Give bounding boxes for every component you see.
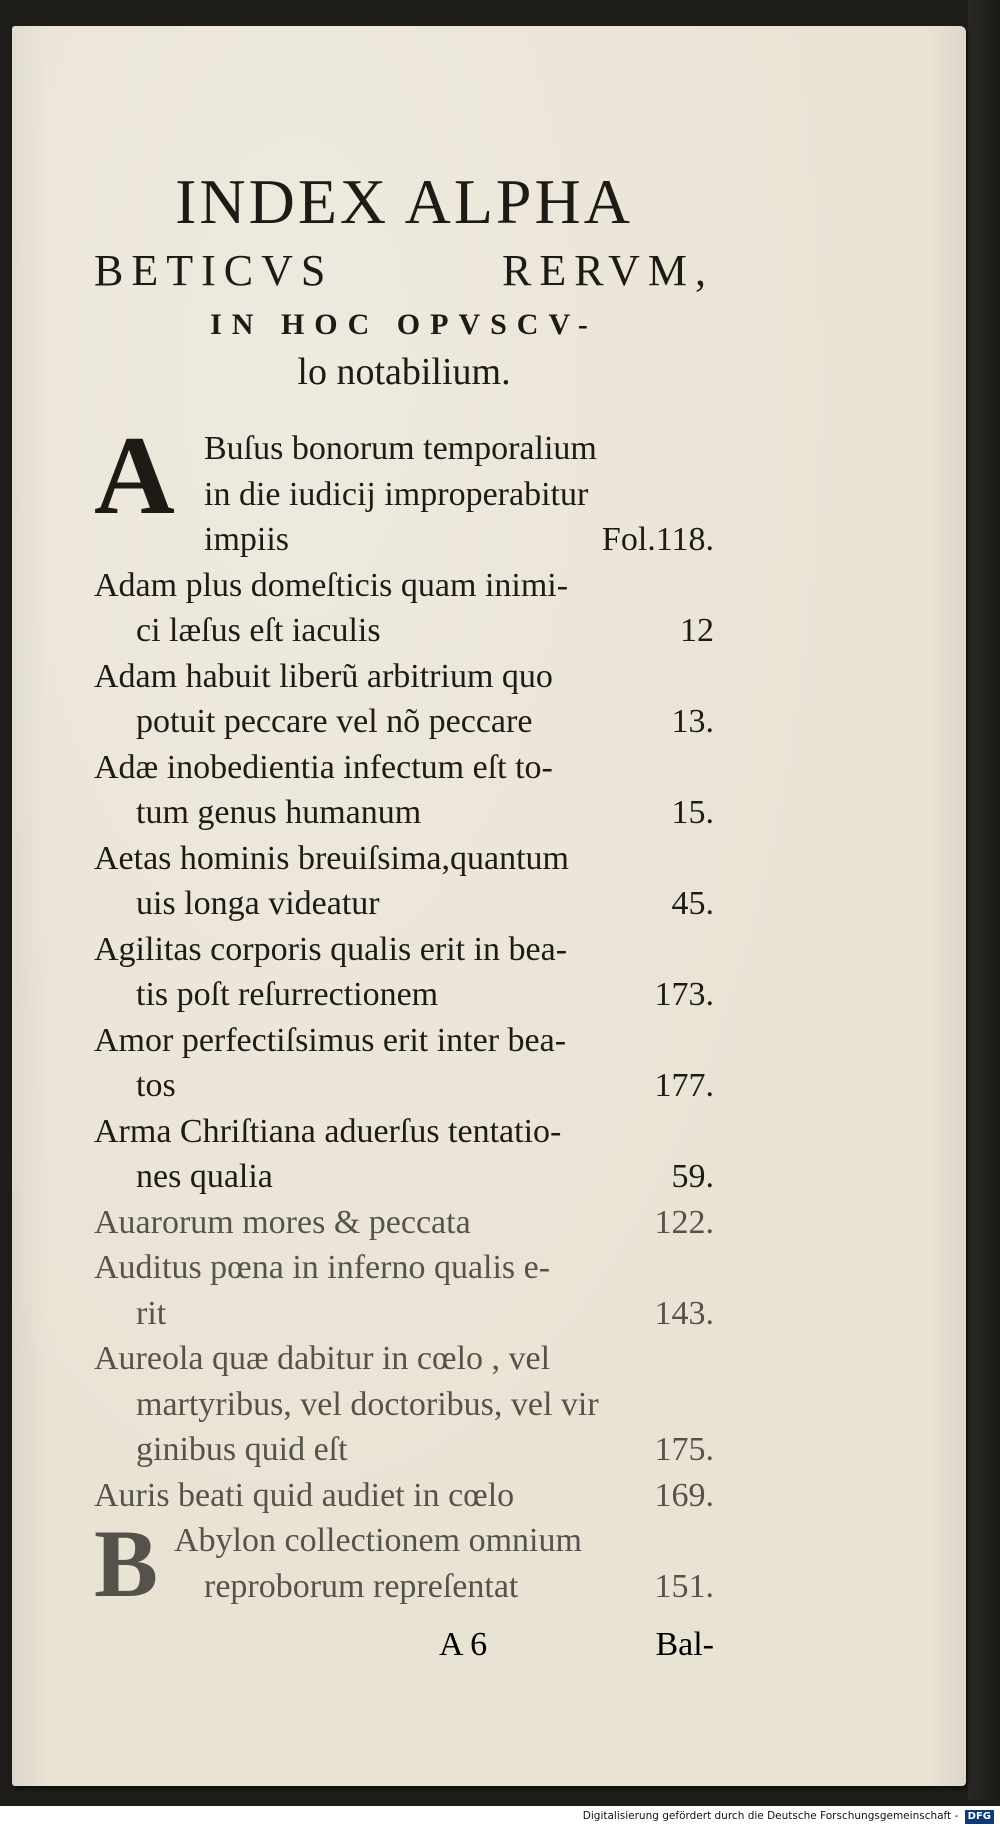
entry-text: tis poſt reſurrectionem: [136, 976, 439, 1013]
title-line-1: INDEX ALPHA: [175, 166, 633, 237]
entry-text: rit: [136, 1294, 167, 1332]
entry-item: [94, 1109, 714, 1200]
signature-mark: A 6: [439, 1626, 488, 1663]
entry-line: martyribus, vel doctoribus, vel vir: [136, 1385, 599, 1423]
folio-number: 122.: [654, 1203, 714, 1241]
entry-text: potuit peccare vel nõ peccare: [136, 703, 533, 740]
entry-line: Adam habuit liberũ arbitrium quo: [94, 657, 553, 695]
folio-number: 59.: [671, 1158, 714, 1195]
entry-line: [94, 972, 714, 1018]
book-page: [12, 26, 966, 1786]
folio-number: 169.: [654, 1476, 714, 1514]
entry-item: [94, 563, 714, 654]
entry-line: Aureola quæ dabitur in cœlo , vel: [94, 1340, 551, 1377]
entry-item: [94, 1336, 714, 1473]
index-entries: [94, 414, 714, 1617]
folio-number: 173.: [654, 976, 714, 1013]
entry-text: tum genus humanum: [136, 794, 422, 831]
text-column: [94, 136, 714, 1617]
entry-text: ginibus quid eſt: [136, 1431, 348, 1468]
title-line-2: BETICVS RERVM,: [94, 246, 714, 295]
entry-text: uis longa videatur: [136, 885, 380, 922]
folio-number: 12: [680, 612, 714, 649]
entry-abusus: [94, 414, 714, 563]
entry-line: [94, 1154, 714, 1200]
folio-number: 177.: [654, 1067, 714, 1104]
entry-item: [94, 745, 714, 836]
title-line-3: IN HOC OPVSCV-: [210, 308, 598, 341]
entry-line: in die iudicij improperabitur: [204, 475, 589, 513]
entry-text: tos: [136, 1067, 176, 1104]
entry-babylon: [94, 1510, 714, 1617]
entry-line: Arma Chriſtiana aduerſus tentatio-: [94, 1112, 562, 1150]
entry-line: [94, 1291, 714, 1337]
drop-cap-a: A: [94, 414, 175, 538]
folio-number: 13.: [671, 703, 714, 740]
dfg-logo-icon: DFG: [965, 1810, 994, 1824]
entry-item: [94, 927, 714, 1018]
entry-text: Auarorum mores & peccata: [94, 1203, 471, 1241]
entry-line: [94, 1564, 714, 1610]
folio-number: 175.: [654, 1431, 714, 1468]
entry-text: reproborum repreſentat: [204, 1567, 519, 1605]
entry-line: [94, 881, 714, 927]
scan-edge: [968, 0, 1000, 1800]
entry-item: [94, 1018, 714, 1109]
entry-text: ci læſus eſt iaculis: [136, 612, 381, 649]
entry-line: [94, 1200, 714, 1246]
folio-number: 45.: [671, 885, 714, 922]
drop-cap-b: B: [94, 1510, 159, 1617]
digitization-credit: [0, 1806, 1000, 1827]
entry-text: Auris beati quid audiet in cœlo: [94, 1476, 515, 1514]
title-line-4: lo notabilium.: [297, 351, 511, 393]
entry-line: Adam plus domeſticis quam inimi-: [94, 566, 569, 604]
credit-text: Digitalisierung gefördert durch die Deutsche Forschungsgemeinschaft -: [582, 1810, 959, 1822]
entry-line: [94, 1427, 714, 1473]
entry-line: Buſus bonorum temporalium: [204, 430, 597, 467]
entry-line: Agilitas corporis qualis erit in bea-: [94, 930, 568, 968]
entry-line: [94, 1473, 714, 1519]
entry-item: [94, 1245, 714, 1336]
catchword: Bal-: [655, 1626, 714, 1663]
entry-line: [94, 699, 714, 745]
entry-line: [94, 1063, 714, 1109]
entry-line: Abylon collectionem omnium: [174, 1522, 582, 1559]
entry-line: Amor perfectiſsimus erit inter bea-: [94, 1021, 567, 1059]
folio-number: 15.: [671, 794, 714, 831]
entry-line: [94, 608, 714, 654]
entry-item: [94, 654, 714, 745]
folio-number: 151.: [654, 1567, 714, 1605]
entry-item: [94, 836, 714, 927]
entry-text: nes qualia: [136, 1158, 273, 1195]
entry-line: [94, 790, 714, 836]
folio-number: Fol.118.: [601, 521, 714, 558]
entry-line: Auditus pœna in inferno qualis e-: [94, 1249, 551, 1286]
entry-item: [94, 1473, 714, 1519]
entry-line: Adæ inobedientia infectum eſt to-: [94, 748, 553, 786]
entry-line: [94, 517, 714, 563]
entry-line: Aetas hominis breuiſsima,quantum: [94, 839, 569, 877]
page-footer: [94, 1626, 714, 1672]
folio-number: 143.: [654, 1294, 714, 1332]
entry-item: [94, 1200, 714, 1246]
entry-text: impiis: [204, 521, 290, 558]
